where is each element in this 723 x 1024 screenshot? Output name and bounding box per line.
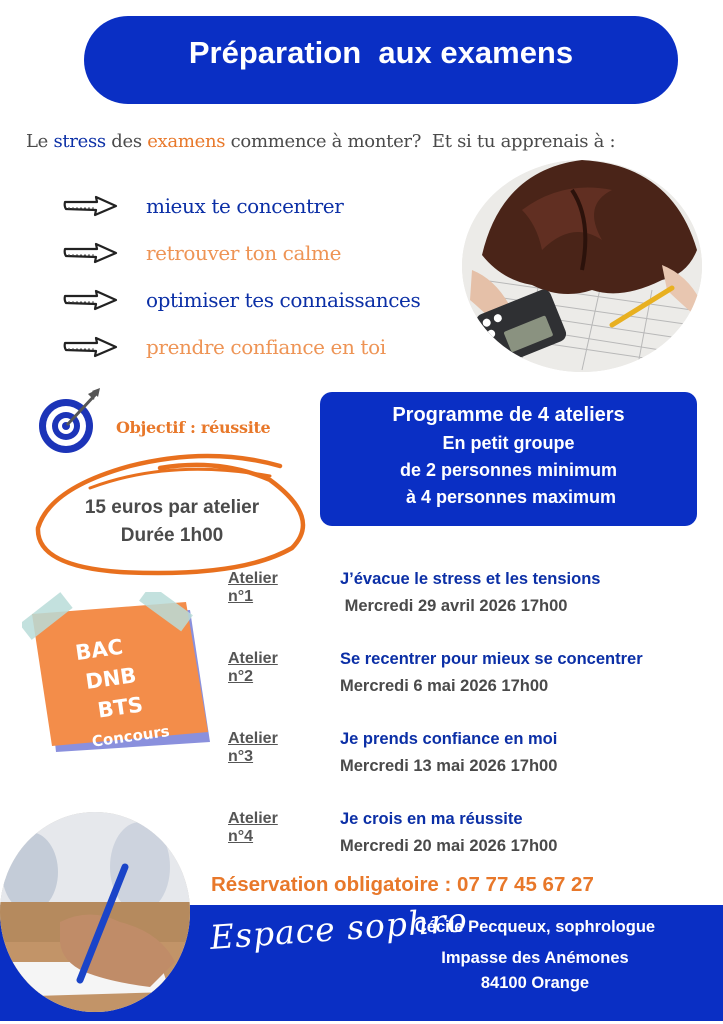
duration-text: Durée 1h00 — [120, 525, 224, 546]
intro-middle: des — [105, 131, 148, 152]
list-item — [62, 229, 420, 276]
target-icon — [36, 388, 102, 454]
address-street: Impasse des Anémones — [441, 949, 629, 967]
list-item — [62, 276, 420, 323]
exam-concours: Concours — [90, 721, 171, 751]
writing-hand-illustration — [0, 812, 190, 1012]
intro-text — [26, 131, 615, 152]
intro-examens: examens — [147, 131, 226, 152]
reservation-phone: Réservation obligatoire : 07 77 45 67 27 — [211, 873, 594, 896]
stressed-student-photo — [462, 160, 702, 372]
atelier-date: Mercredi 20 mai 2026 17h00 — [340, 837, 558, 855]
address-city: 84100 Orange — [480, 974, 590, 992]
intro-stress: stress — [53, 131, 106, 152]
atelier-date: Mercredi 13 mai 2026 17h00 — [340, 757, 558, 775]
atelier-title: Je prends confiance en moi — [340, 730, 558, 748]
benefits-list — [62, 182, 420, 370]
programme-line: à 4 personnes maximum — [400, 487, 617, 507]
writing-exam-photo — [0, 812, 190, 1012]
programme-box — [320, 392, 697, 526]
stressed-student-illustration — [462, 160, 702, 372]
benefit-text: mieux te concentrer — [146, 193, 344, 218]
practitioner-name: Cécile Pecqueux, sophrologue — [414, 918, 656, 936]
benefit-text: prendre confiance en toi — [146, 334, 386, 359]
benefit-text: retrouver ton calme — [146, 240, 342, 265]
exam-bac: BAC — [73, 634, 125, 666]
arrow-right-icon — [62, 241, 120, 265]
atelier-title: J’évacue le stress et les tensions — [340, 570, 601, 588]
atelier-number: Atelier n°2 — [228, 650, 278, 685]
programme-line: En petit groupe — [442, 433, 575, 453]
intro-prefix: Le — [26, 131, 54, 152]
atelier-date: Mercredi 29 avril 2026 17h00 — [340, 597, 568, 615]
page-title: Préparation aux examens — [188, 35, 574, 70]
price-text: 15 euros par atelier — [84, 497, 260, 518]
list-item — [62, 182, 420, 229]
atelier-date: Mercredi 6 mai 2026 17h00 — [340, 677, 549, 695]
list-item — [62, 323, 420, 370]
arrow-right-icon — [62, 194, 120, 218]
intro-suffix: commence à monter? Et si tu apprenais à : — [225, 131, 616, 152]
exams-sticky-note — [22, 592, 220, 752]
arrow-right-icon — [62, 288, 120, 312]
atelier-number: Atelier n°1 — [228, 570, 278, 605]
benefit-text: optimiser tes connaissances — [146, 287, 421, 312]
atelier-title: Je crois en ma réussite — [340, 810, 523, 828]
atelier-number: Atelier n°3 — [228, 730, 278, 765]
atelier-number: Atelier n°4 — [228, 810, 278, 845]
programme-line: de 2 personnes minimum — [399, 460, 618, 480]
brand-logo: Espace sophro — [208, 900, 469, 957]
title-banner — [84, 16, 678, 104]
objective-label: Objectif : réussite — [116, 418, 271, 437]
exam-dnb: DNB — [83, 663, 138, 694]
contact-info — [390, 918, 680, 993]
pricing-info — [40, 494, 304, 550]
arrow-right-icon — [62, 335, 120, 359]
exam-bts: BTS — [96, 692, 145, 723]
programme-title: Programme de 4 ateliers — [392, 404, 625, 426]
atelier-title: Se recentrer pour mieux se concentrer — [340, 650, 643, 668]
